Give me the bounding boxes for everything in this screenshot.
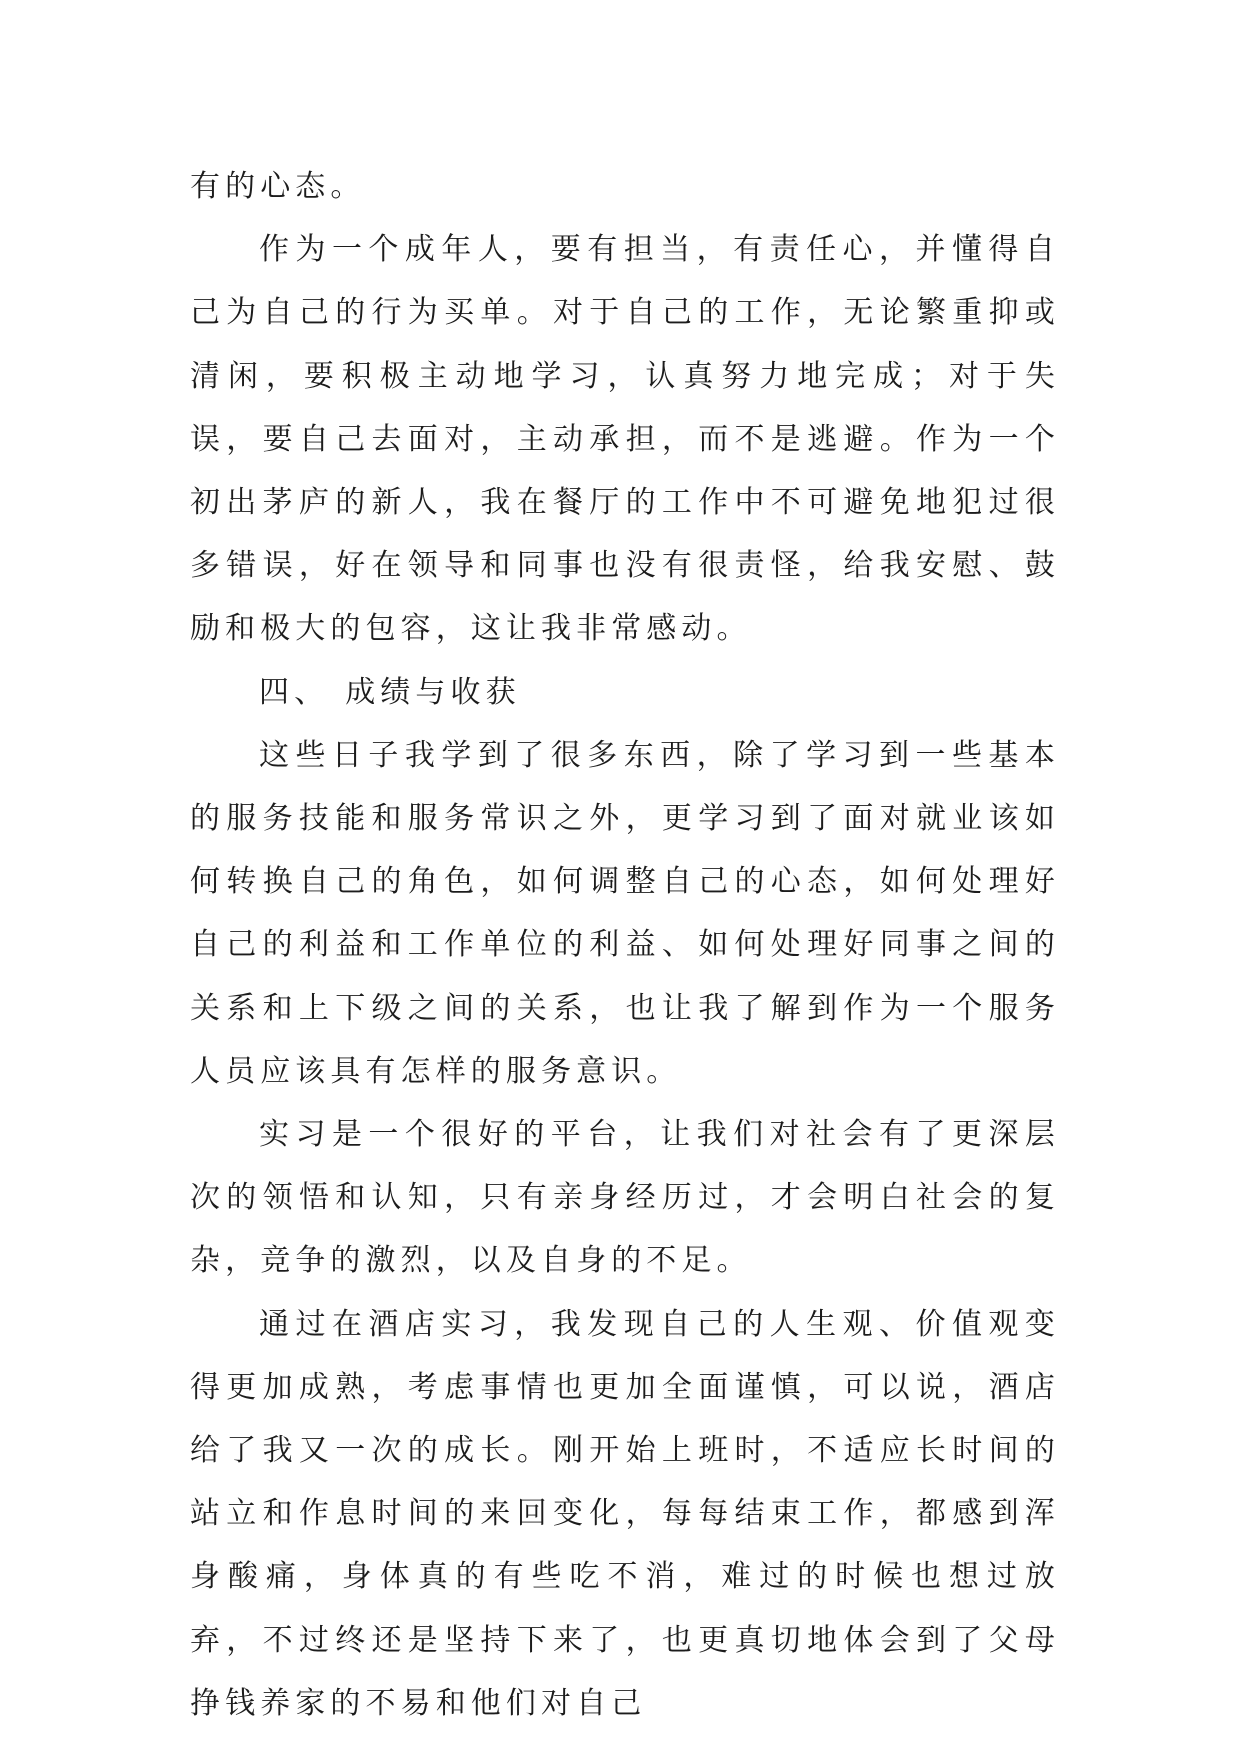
section-heading-title: 成绩与收获 bbox=[345, 674, 521, 710]
section-heading-number: 四、 bbox=[259, 674, 330, 710]
paragraph-responsibility: 作为一个成年人，要有担当，有责任心，并懂得自己为自己的行为买单。对于自己的工作，无论繁重抑或清闲，要积极主动地学习，认真努力地完成；对于失误，要自己去面对，主动承担，而不是逃避。作为一个初出茅庐的新人，我在餐厅的工作中不可避免地犯过很多错误，好在领导和同事也没有很责怪，给我安慰、鼓励和极大的包容，这让我非常感动。 bbox=[190, 232, 1060, 647]
section-heading bbox=[190, 661, 1060, 724]
paragraph-learning: 这些日子我学到了很多东西，除了学习到一些基本的服务技能和服务常识之外，更学习到了面对就业该如何转换自己的角色，如何调整自己的心态，如何处理好自己的利益和工作单位的利益、如何处理好同事之间的关系和上下级之间的关系，也让我了解到作为一个服务人员应该具有怎样的服务意识。 bbox=[190, 737, 1060, 1089]
document-body bbox=[190, 155, 1060, 1735]
paragraph-continuation: 有的心态。 bbox=[190, 169, 366, 204]
paragraph-hotel-growth: 通过在酒店实习，我发现自己的人生观、价值观变得更加成熟，考虑事情也更加全面谨慎，可以说，酒店给了我又一次的成长。刚开始上班时，不适应长时间的站立和作息时间的来回变化，每每结束工作，都感到浑身酸痛，身体真的有些吃不消，难过的时候也想过放弃，不过终还是坚持下来了，也更真切地体会到了父母挣钱养家的不易和他们对自己 bbox=[190, 1306, 1060, 1721]
paragraph-internship-platform: 实习是一个很好的平台，让我们对社会有了更深层次的领悟和认知，只有亲身经历过，才会明白社会的复杂，竞争的激烈，以及自身的不足。 bbox=[190, 1117, 1060, 1279]
